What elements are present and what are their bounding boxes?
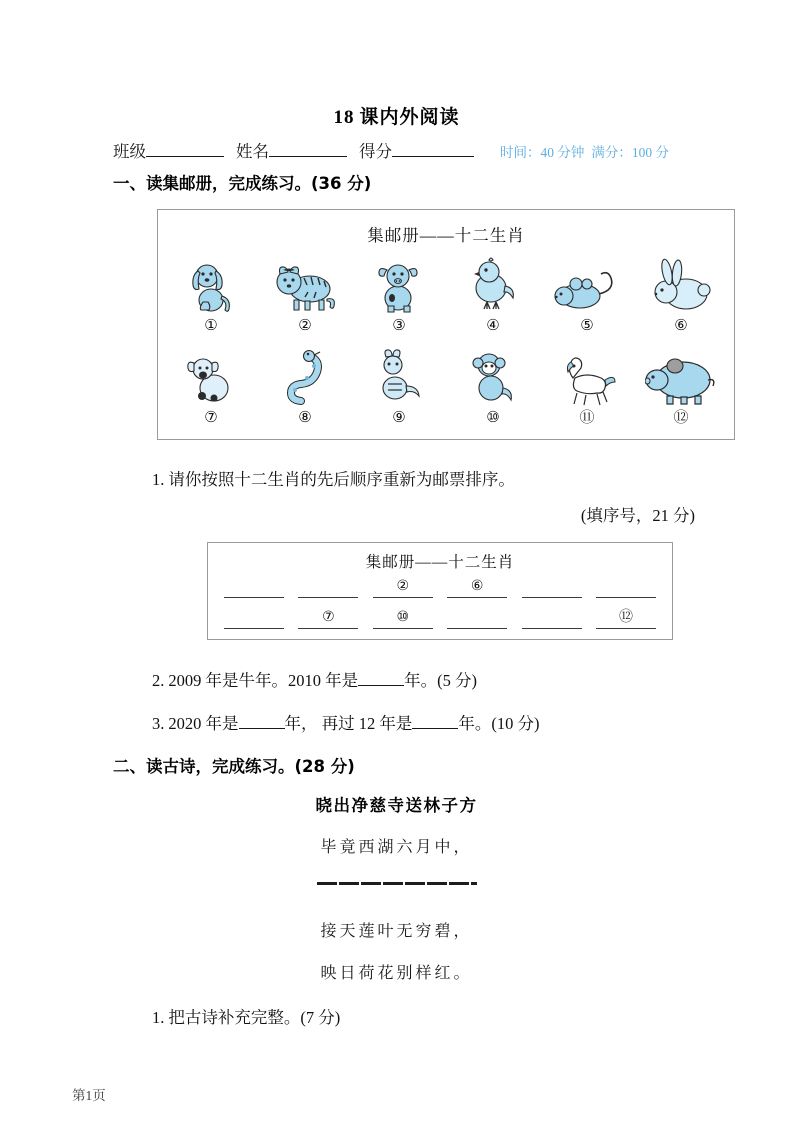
page-title	[0, 102, 793, 129]
class-label: 班级	[113, 142, 146, 161]
answer-slot[interactable]: ⑫	[596, 609, 656, 629]
answer-slot[interactable]	[447, 609, 507, 629]
question-2-number: 2.	[152, 671, 165, 690]
question-1-number: 1.	[152, 470, 165, 489]
stamp-album-box	[157, 209, 735, 440]
stamp-cell-ox[interactable]	[355, 254, 443, 333]
score-input-blank[interactable]	[392, 142, 474, 157]
answer-slot[interactable]: ⑦	[298, 609, 358, 629]
tiger-icon	[261, 254, 349, 314]
stamp-cell-goat[interactable]	[167, 346, 255, 425]
question-3-blank-1[interactable]	[239, 714, 285, 729]
page-title-number: 18	[333, 107, 355, 128]
stamp-row-1	[158, 254, 734, 333]
stamp-number: ⑤	[580, 316, 594, 334]
question-3-text-post: 年。(10 分)	[458, 714, 540, 733]
student-info-row	[113, 138, 713, 162]
poem-question-1	[152, 1004, 340, 1028]
page-footer: 第1页	[72, 1088, 106, 1103]
horse-icon	[543, 346, 631, 406]
stamp-number: ⑧	[298, 408, 312, 426]
poem-line-4: 映日荷花别样红。	[320, 965, 473, 982]
poem-line-1: 毕竟西湖六月中，	[320, 839, 473, 856]
question-1-text: 请你按照十二生肖的先后顺序重新为邮票排序。	[168, 470, 515, 489]
class-field	[113, 138, 224, 162]
answer-slot[interactable]	[224, 609, 284, 629]
stamp-cell-tiger[interactable]	[261, 254, 349, 333]
name-label: 姓名	[236, 142, 269, 161]
stamp-cell-monkey[interactable]	[449, 346, 537, 425]
question-2-blank[interactable]	[358, 671, 404, 686]
section-heading-two: 二、读古诗，完成练习。(28 分)	[113, 757, 355, 776]
stamp-row-2	[158, 346, 734, 425]
stamp-number: ⑨	[392, 408, 406, 426]
answer-slot[interactable]	[522, 609, 582, 629]
question-3-number: 3.	[152, 714, 165, 733]
answer-slot[interactable]	[224, 578, 284, 598]
question-3-text-mid: 年， 再过 12 年是	[284, 714, 413, 733]
rabbit-icon	[637, 254, 725, 314]
rat-icon	[543, 254, 631, 314]
snake-icon	[261, 346, 349, 406]
stamp-number: ①	[204, 316, 218, 334]
name-field	[236, 138, 347, 162]
class-input-blank[interactable]	[146, 142, 224, 157]
goat-icon	[167, 346, 255, 406]
question-2-text-pre: 2009 年是牛年。2010 年是	[168, 671, 359, 690]
page-title-text: 课内外阅读	[359, 106, 460, 128]
answer-slot[interactable]	[596, 578, 656, 598]
answer-row-1	[208, 578, 672, 598]
answer-slot[interactable]	[522, 578, 582, 598]
poem-fill-blank[interactable]	[317, 882, 477, 885]
poem-line-3: 接天莲叶无穷碧，	[320, 923, 473, 940]
stamp-cell-pig[interactable]	[637, 346, 725, 425]
question-1	[152, 466, 515, 490]
stamp-cell-dog[interactable]	[167, 254, 255, 333]
poem-line-2-blank[interactable]	[0, 877, 793, 895]
question-3	[152, 710, 540, 734]
stamp-number: ⑪	[579, 408, 595, 426]
ox-icon	[355, 254, 443, 314]
stamp-number: ③	[392, 316, 406, 334]
poem-question-1-text: 把古诗补充完整。(7 分)	[168, 1008, 341, 1027]
question-3-blank-2[interactable]	[412, 714, 458, 729]
exam-meta	[500, 141, 669, 161]
time-limit-label: 时间：40 分钟	[500, 145, 585, 160]
dog-icon	[167, 254, 255, 314]
answer-row-2	[208, 609, 672, 629]
poem-title: 晓出净慈寺送林子方	[315, 796, 478, 815]
full-score-label: 满分：100 分	[591, 145, 669, 160]
answer-slot[interactable]: ⑥	[447, 578, 507, 598]
answer-slot[interactable]: ⑩	[373, 609, 433, 629]
score-field	[359, 138, 474, 162]
answer-album-title: 集邮册——十二生肖	[365, 554, 515, 571]
stamp-cell-snake[interactable]	[261, 346, 349, 425]
question-1-note: (填序号，21 分)	[580, 506, 695, 525]
stamp-cell-rooster[interactable]	[449, 254, 537, 333]
answer-slot[interactable]	[298, 578, 358, 598]
score-label: 得分	[359, 142, 392, 161]
stamp-number: ⑩	[486, 408, 500, 426]
stamp-cell-dragon[interactable]	[355, 346, 443, 425]
stamp-number: ⑦	[204, 408, 218, 426]
stamp-cell-horse[interactable]	[543, 346, 631, 425]
section-heading-one: 一、读集邮册，完成练习。(36 分)	[113, 174, 372, 193]
monkey-icon	[449, 346, 537, 406]
stamp-cell-rat[interactable]	[543, 254, 631, 333]
rooster-icon	[449, 254, 537, 314]
question-2	[152, 667, 477, 691]
stamp-number: ⑥	[674, 316, 688, 334]
answer-album-box	[207, 542, 673, 640]
stamp-cell-rabbit[interactable]	[637, 254, 725, 333]
answer-slot[interactable]: ②	[373, 578, 433, 598]
question-2-text-mid: 年。(5 分)	[404, 671, 477, 690]
stamp-number: ②	[298, 316, 312, 334]
poem-question-1-number: 1.	[152, 1008, 165, 1027]
stamp-number: ④	[486, 316, 500, 334]
album-title: 集邮册——十二生肖	[367, 226, 525, 245]
dragon-icon	[355, 346, 443, 406]
stamp-number: ⑫	[673, 408, 689, 426]
name-input-blank[interactable]	[269, 142, 347, 157]
question-3-text-pre: 2020 年是	[168, 714, 239, 733]
pig-icon	[637, 346, 725, 406]
